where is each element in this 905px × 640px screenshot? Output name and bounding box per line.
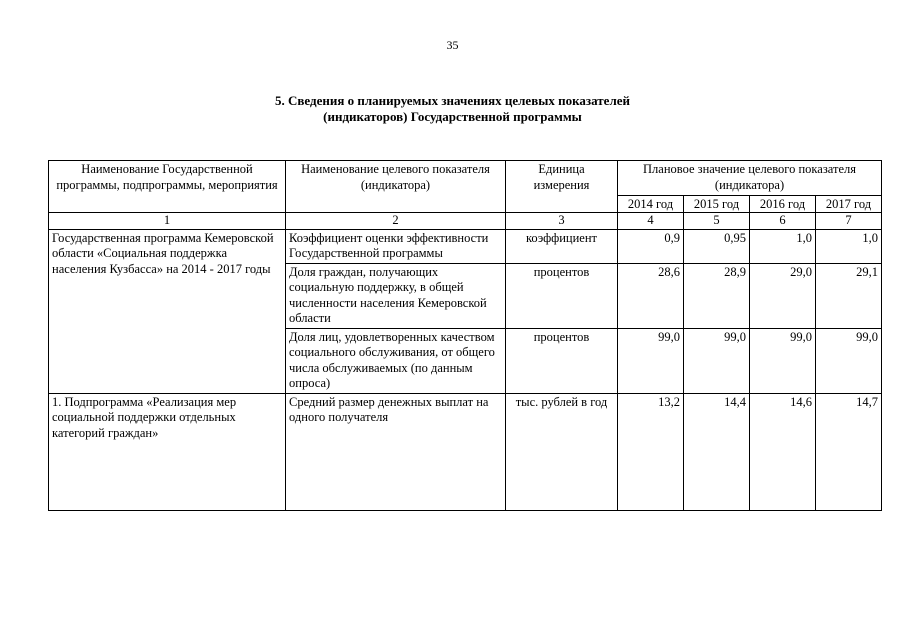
page-number: 35: [446, 38, 459, 52]
header-indicator-name: Наименование целевого показателя (индикатора): [286, 161, 506, 213]
subprogram-name-cell: 1. Подпрограмма «Реализация мер социальной поддержки отдельных категорий граждан»: [49, 393, 286, 510]
column-number: 7: [816, 213, 882, 230]
value-cell: 99,0: [618, 328, 684, 393]
indicator-cell: Коэффициент оценки эффективности Государственной программы: [286, 229, 506, 263]
indicator-cell: Средний размер денежных выплат на одного получателя: [286, 393, 506, 510]
value-cell: 13,2: [618, 393, 684, 510]
unit-cell: тыс. рублей в год: [506, 393, 618, 510]
value-cell: 28,9: [684, 263, 750, 328]
header-row: [49, 161, 882, 196]
section-title: [0, 93, 905, 125]
header-program-name: Наименование Государственной программы, подпрограммы, мероприятия: [49, 161, 286, 213]
value-cell: 99,0: [684, 328, 750, 393]
program-name-cell: Государственная программа Кемеровской области «Социальная поддержка населения Кузбасса» на 2014 - 2017 годы: [49, 229, 286, 393]
unit-cell: коэффициент: [506, 229, 618, 263]
value-cell: 29,1: [816, 263, 882, 328]
table-row: [49, 229, 882, 263]
table-row: [49, 393, 882, 510]
value-cell: 14,6: [750, 393, 816, 510]
column-number: 5: [684, 213, 750, 230]
column-number-row: [49, 213, 882, 230]
column-number: 6: [750, 213, 816, 230]
header-unit: Единица измерения: [506, 161, 618, 213]
column-number: 4: [618, 213, 684, 230]
value-cell: 28,6: [618, 263, 684, 328]
header-year: 2014 год: [618, 196, 684, 213]
header-year: 2017 год: [816, 196, 882, 213]
value-cell: 0,95: [684, 229, 750, 263]
value-cell: 29,0: [750, 263, 816, 328]
indicator-cell: Доля граждан, получающих социальную поддержку, в общей численности населения Кемеровской области: [286, 263, 506, 328]
column-number: 2: [286, 213, 506, 230]
header-year: 2015 год: [684, 196, 750, 213]
header-planned-value: Плановое значение целевого показателя (индикатора): [618, 161, 882, 196]
unit-cell: процентов: [506, 263, 618, 328]
value-cell: 0,9: [618, 229, 684, 263]
section-title-line-2: (индикаторов) Государственной программы: [323, 109, 582, 124]
indicators-table: [48, 160, 882, 511]
unit-cell: процентов: [506, 328, 618, 393]
header-year: 2016 год: [750, 196, 816, 213]
value-cell: 99,0: [816, 328, 882, 393]
section-title-line-1: 5. Сведения о планируемых значениях целевых показателей: [275, 93, 630, 108]
value-cell: 14,4: [684, 393, 750, 510]
value-cell: 99,0: [750, 328, 816, 393]
column-number: 1: [49, 213, 286, 230]
value-cell: 14,7: [816, 393, 882, 510]
value-cell: 1,0: [816, 229, 882, 263]
indicator-cell: Доля лиц, удовлетворенных качеством социального обслуживания, от общего числа обслуживаемых (по данным опроса): [286, 328, 506, 393]
value-cell: 1,0: [750, 229, 816, 263]
column-number: 3: [506, 213, 618, 230]
